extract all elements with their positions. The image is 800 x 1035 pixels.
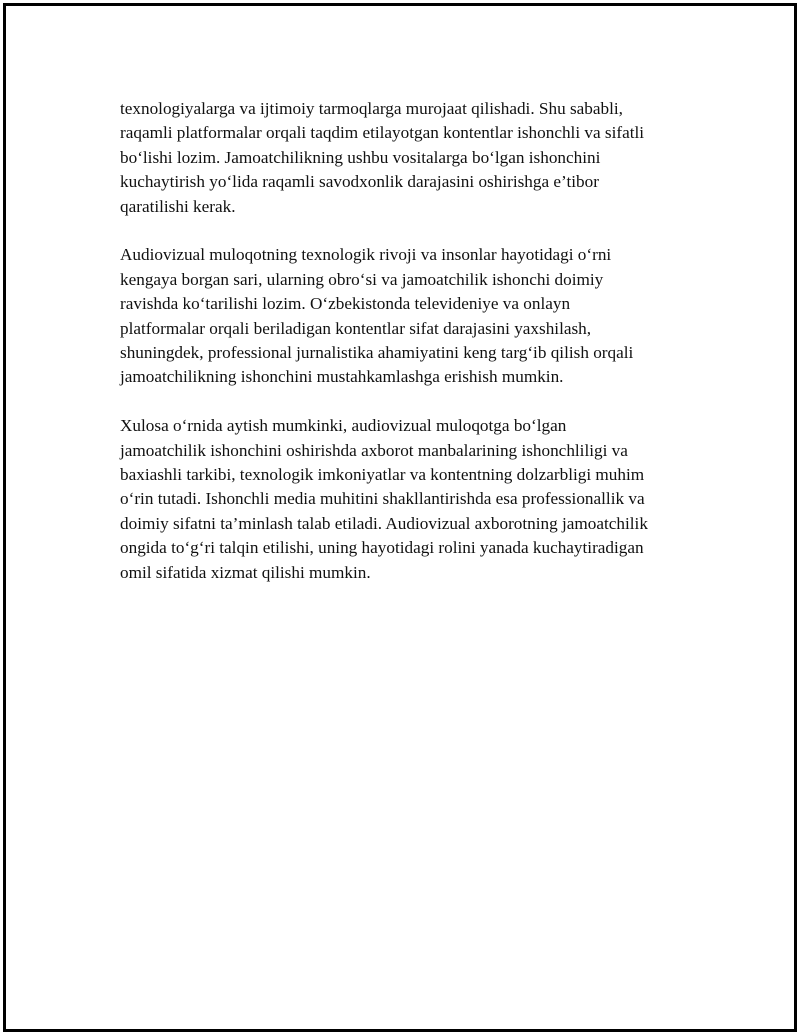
text-line: o‘rin tutadi. Ishonchli media muhitini shakllantirishda esa professionallik va bbox=[120, 489, 645, 509]
text-line: Audiovizual muloqotning texnologik rivoji va insonlar hayotidagi o‘rni bbox=[120, 245, 612, 265]
document-page bbox=[3, 3, 797, 1032]
text-line: jamoatchilik ishonchini oshirishda axborot manbalarining ishonchliligi va bbox=[120, 440, 628, 460]
text-line: omil sifatida xizmat qilishi mumkin. bbox=[120, 562, 371, 582]
text-line: bo‘lishi lozim. Jamoatchilikning ushbu vositalarga bo‘lgan ishonchini bbox=[120, 147, 601, 167]
text-line: raqamli platformalar orqali taqdim etilayotgan kontentlar ishonchli va sifatli bbox=[120, 123, 645, 143]
text-line: ravishda ko‘tarilishi lozim. O‘zbekistonda televideniye va onlayn bbox=[120, 294, 571, 314]
text-line: platformalar orqali beriladigan kontentlar sifat darajasini yaxshilash, bbox=[120, 318, 592, 338]
text-line: Xulosa o‘rnida aytish mumkinki, audiovizual muloqotga bo‘lgan bbox=[120, 416, 567, 436]
paragraph-1 bbox=[120, 97, 710, 219]
paragraph-2 bbox=[120, 243, 710, 389]
text-line: qaratilishi kerak. bbox=[120, 196, 236, 216]
text-line: jamoatchilikning ishonchini mustahkamlashga erishish mumkin. bbox=[120, 367, 564, 387]
paragraph-3 bbox=[120, 414, 710, 585]
text-line: kengaya borgan sari, ularning obro‘si va jamoatchilik ishonchi doimiy bbox=[120, 269, 604, 289]
text-line: doimiy sifatni ta’minlash talab etiladi. Audiovizual axborotning jamoatchilik bbox=[120, 513, 648, 533]
document-body bbox=[120, 97, 710, 609]
text-line: ongida to‘g‘ri talqin etilishi, uning hayotidagi rolini yanada kuchaytiradigan bbox=[120, 538, 644, 558]
text-line: baxiashli tarkibi, texnologik imkoniyatlar va kontentning dolzarbligi muhim bbox=[120, 465, 645, 485]
text-line: kuchaytirish yo‘lida raqamli savodxonlik darajasini oshirishga e’tibor bbox=[120, 172, 599, 192]
text-line: shuningdek, professional jurnalistika ahamiyatini keng targ‘ib qilish orqali bbox=[120, 343, 634, 363]
text-line: texnologiyalarga va ijtimoiy tarmoqlarga murojaat qilishadi. Shu sababli, bbox=[120, 99, 623, 118]
